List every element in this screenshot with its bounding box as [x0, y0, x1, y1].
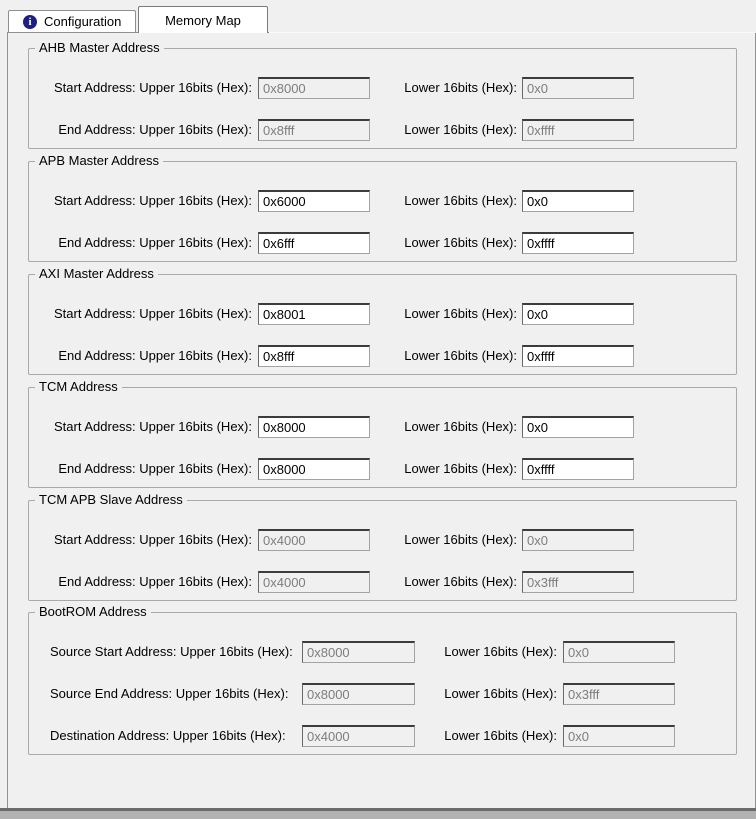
apb-start-lower-input[interactable]	[522, 190, 634, 212]
bootrom-destination-row	[29, 725, 736, 747]
axi-end-lower-input[interactable]	[522, 345, 634, 367]
ahb-start-lower-input	[522, 77, 634, 99]
field-label: Lower 16bits (Hex):	[404, 235, 517, 250]
ahb-end-lower-input	[522, 119, 634, 141]
group-axi-master-address	[28, 266, 737, 375]
window-bottom-strip	[0, 811, 756, 819]
tcm-apb-end-lower-input	[522, 571, 634, 593]
apb-end-lower-input[interactable]	[522, 232, 634, 254]
field-label: Lower 16bits (Hex):	[404, 122, 517, 137]
bootrom-source-end-row	[29, 683, 736, 705]
apb-start-address-row	[29, 190, 736, 212]
tcm-apb-start-address-row	[29, 529, 736, 551]
field-label: End Address: Upper 16bits (Hex):	[58, 235, 252, 250]
tab-configuration-label: Configuration	[44, 14, 122, 29]
field-label: End Address: Upper 16bits (Hex):	[58, 461, 252, 476]
field-label: Start Address: Upper 16bits (Hex):	[54, 193, 252, 208]
group-title: AHB Master Address	[35, 40, 164, 56]
bootrom-destination-lower-input	[563, 725, 675, 747]
group-ahb-master-address	[28, 40, 737, 149]
apb-end-address-row	[29, 232, 736, 254]
axi-end-address-row	[29, 345, 736, 367]
tcm-apb-end-address-row	[29, 571, 736, 593]
tcm-end-lower-input[interactable]	[522, 458, 634, 480]
memory-map-panel	[7, 32, 756, 809]
field-label: Source Start Address: Upper 16bits (Hex):	[50, 644, 293, 659]
field-label: Destination Address: Upper 16bits (Hex):	[50, 728, 286, 743]
group-bootrom-address	[28, 604, 737, 755]
group-title: TCM APB Slave Address	[35, 492, 187, 508]
tcm-start-address-row	[29, 416, 736, 438]
field-label: Start Address: Upper 16bits (Hex):	[54, 532, 252, 547]
field-label: End Address: Upper 16bits (Hex):	[58, 574, 252, 589]
ahb-start-address-row	[29, 77, 736, 99]
field-label: Lower 16bits (Hex):	[404, 193, 517, 208]
tab-memory-map-label: Memory Map	[165, 12, 241, 28]
field-label: Lower 16bits (Hex):	[404, 461, 517, 476]
field-label: Lower 16bits (Hex):	[444, 644, 557, 659]
bootrom-source-start-row	[29, 641, 736, 663]
field-label: Lower 16bits (Hex):	[404, 574, 517, 589]
group-title: BootROM Address	[35, 604, 151, 620]
field-label: Lower 16bits (Hex):	[404, 80, 517, 95]
axi-start-address-row	[29, 303, 736, 325]
group-apb-master-address	[28, 153, 737, 262]
field-label: Start Address: Upper 16bits (Hex):	[54, 419, 252, 434]
field-label: Lower 16bits (Hex):	[404, 532, 517, 547]
field-label: End Address: Upper 16bits (Hex):	[58, 122, 252, 137]
field-label: Start Address: Upper 16bits (Hex):	[54, 80, 252, 95]
field-label: Lower 16bits (Hex):	[444, 728, 557, 743]
tcm-start-lower-input[interactable]	[522, 416, 634, 438]
ahb-end-address-row	[29, 119, 736, 141]
tcm-end-address-row	[29, 458, 736, 480]
tab-memory-map[interactable]	[138, 6, 268, 33]
info-icon	[23, 15, 37, 29]
tcm-apb-start-lower-input	[522, 529, 634, 551]
axi-start-lower-input[interactable]	[522, 303, 634, 325]
group-title: AXI Master Address	[35, 266, 158, 282]
field-label: Lower 16bits (Hex):	[444, 686, 557, 701]
field-label: Lower 16bits (Hex):	[404, 419, 517, 434]
field-label: Start Address: Upper 16bits (Hex):	[54, 306, 252, 321]
bootrom-source-start-lower-input	[563, 641, 675, 663]
group-tcm-apb-slave-address	[28, 492, 737, 601]
group-title: TCM Address	[35, 379, 122, 395]
field-label: Lower 16bits (Hex):	[404, 348, 517, 363]
tab-configuration[interactable]	[8, 10, 136, 32]
tabstrip-highlight	[269, 32, 756, 33]
bootrom-source-end-lower-input	[563, 683, 675, 705]
field-label: Source End Address: Upper 16bits (Hex):	[50, 686, 289, 701]
group-tcm-address	[28, 379, 737, 488]
group-title: APB Master Address	[35, 153, 163, 169]
field-label: End Address: Upper 16bits (Hex):	[58, 348, 252, 363]
field-label: Lower 16bits (Hex):	[404, 306, 517, 321]
